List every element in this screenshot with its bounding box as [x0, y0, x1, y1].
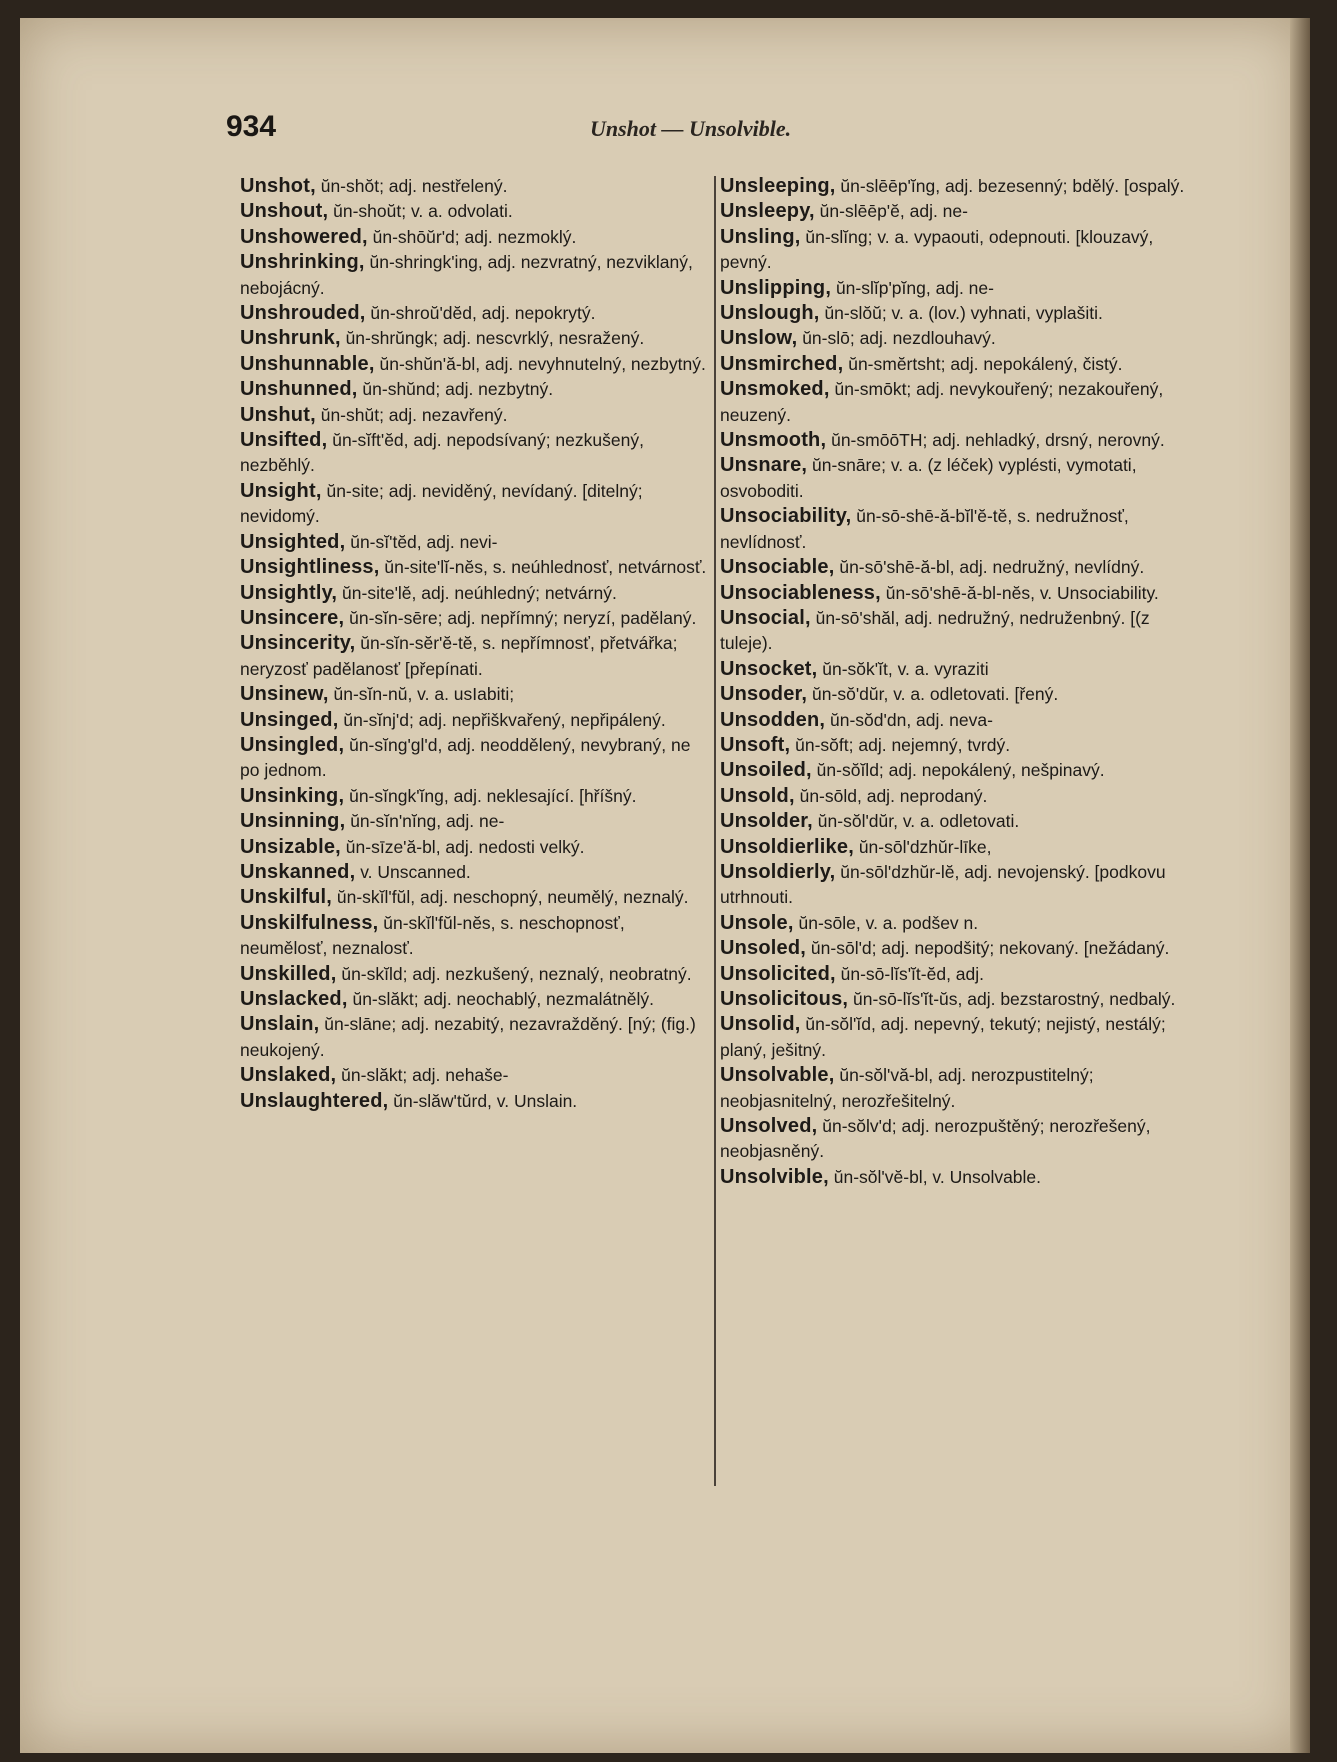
- entry-headword: Unsole,: [720, 911, 794, 934]
- entry-headword: Unsocial,: [720, 606, 811, 629]
- entry-headword: Unshrouded,: [240, 302, 366, 325]
- entry-headword: Unshrunk,: [240, 327, 341, 350]
- entry-headword: Unslain,: [240, 1013, 320, 1036]
- entry-headword: Unsincere,: [240, 606, 345, 629]
- entry-definition: ŭn-sŏ'dŭr, v. a. odletovati. [řený.: [807, 684, 1059, 705]
- entry-definition: ŭn-sŏl'dŭr, v. a. odletovati.: [812, 811, 1020, 832]
- entry-headword: Unsighted,: [240, 530, 346, 553]
- dictionary-entry: [240, 962, 710, 987]
- entry-headword: Unsightliness,: [240, 556, 380, 579]
- dictionary-entry: [240, 1063, 710, 1088]
- entry-definition: ŭn-sĭn-sĕr'ĕ-tĕ, s. nepřímnosť, přetvářka; neryzosť padělanosť [přepínati.: [240, 633, 678, 679]
- left-column: [240, 174, 710, 1114]
- entry-headword: Unsmirched,: [720, 352, 844, 375]
- entry-definition: ŭn-sō-lĭs'ĭt-ŭs, adj. bezstarostný, nedbalý.: [848, 989, 1176, 1009]
- dictionary-entry: [720, 352, 1190, 377]
- dictionary-entry: [240, 885, 710, 910]
- dictionary-entry: [720, 1114, 1190, 1165]
- entry-headword: Unslough,: [720, 302, 820, 325]
- entry-headword: Unsoled,: [720, 937, 807, 960]
- dictionary-entry: [720, 835, 1190, 860]
- entry-definition: ŭn-sŏl'vă-bl, adj. nerozpustitelný; neobjasnitelný, nerozřešitelný.: [720, 1065, 1094, 1111]
- entry-definition: ŭn-slō; adj. nezdlouhavý.: [797, 328, 996, 349]
- entry-headword: Unsoldierly,: [720, 860, 836, 883]
- entry-headword: Unsoldierlike,: [720, 835, 854, 858]
- entry-definition: ŭn-sĭft'ĕd, adj. nepodsívaný; nezkušený, nezběhlý.: [240, 430, 644, 476]
- dictionary-entry: [240, 835, 710, 860]
- entry-definition: ŭn-smōōTH; adj. nehladký, drsný, nerovný.: [826, 430, 1165, 451]
- dictionary-entry: [240, 530, 710, 555]
- entry-definition: ŭn-sō'shē-ă-bl, adj. nedružný, nevlídný.: [834, 557, 1145, 578]
- entry-headword: Unsolder,: [720, 810, 813, 833]
- dictionary-entry: [240, 1089, 710, 1114]
- entry-definition: ŭn-shoŭt; v. a. odvolati.: [328, 201, 513, 222]
- page-number: 934: [226, 110, 277, 143]
- entry-headword: Unsocket,: [720, 657, 818, 680]
- entry-headword: Unsolvable,: [720, 1064, 835, 1087]
- entry-headword: Unsnare,: [720, 454, 808, 477]
- dictionary-entry: [240, 428, 710, 479]
- dictionary-entry: [240, 809, 710, 834]
- entry-definition: ŭn-sŏlv'd; adj. nerozpuštěný; nerozřešený, neobjasněný.: [720, 1116, 1151, 1162]
- dictionary-entry: [720, 276, 1190, 301]
- entry-headword: Unskilled,: [240, 962, 337, 985]
- entry-headword: Unshowered,: [240, 225, 368, 248]
- entry-headword: Unskilfulness,: [240, 911, 379, 934]
- entry-definition: ŭn-skĭld; adj. nezkušený, neznalý, neobratný.: [336, 963, 692, 984]
- dictionary-entry: [240, 708, 710, 733]
- dictionary-entry: [240, 606, 710, 631]
- entry-definition: ŭn-site; adj. neviděný, nevídaný. [ditelný; nevidomý.: [240, 480, 643, 527]
- dictionary-entry: [240, 987, 710, 1012]
- running-head: Unshot — Unsolvible.: [590, 116, 792, 141]
- entry-headword: Unsolicited,: [720, 962, 836, 985]
- entry-definition: ŭn-site'lĭ-nĕs, s. neúhlednosť, netvárnosť.: [379, 557, 707, 578]
- dictionary-entry: [720, 606, 1190, 657]
- entry-definition: ŭn-sō'shăl, adj. nedružný, nedruženbný. [(z tuleje).: [720, 607, 1150, 654]
- dictionary-entry: [720, 377, 1190, 428]
- dictionary-entry: [720, 708, 1190, 733]
- entry-definition: ŭn-slăw'tŭrd, v. Unslain.: [388, 1090, 578, 1111]
- dictionary-entry: [720, 1012, 1190, 1063]
- dictionary-entry: [240, 377, 710, 402]
- dictionary-entry: [720, 987, 1190, 1012]
- entry-definition: ŭn-sĭn'nĭng, adj. ne-: [345, 811, 505, 832]
- dictionary-entry: [720, 199, 1190, 224]
- dictionary-entry: [240, 1012, 710, 1063]
- entry-definition: ŭn-slāne; adj. nezabitý, nezavražděný. [ný; (fig.) neukojený.: [240, 1014, 696, 1060]
- dictionary-entry: [720, 428, 1190, 453]
- entry-definition: ŭn-slŏŭ; v. a. (lov.) vyhnati, vyplašiti.: [819, 303, 1103, 324]
- entry-headword: Unshot,: [240, 175, 316, 197]
- entry-definition: ŭn-sō-shē-ă-bĭl'ĕ-tĕ, s. nedružnosť, nevlídnosť.: [720, 506, 1129, 552]
- entry-definition: ŭn-sŏl'vĕ-bl, v. Unsolvable.: [828, 1166, 1042, 1187]
- entry-definition: ŭn-sōle, v. a. podšev n.: [793, 912, 979, 933]
- entry-definition: ŭn-sĭn-nŭ, v. a. usIabiti;: [328, 684, 515, 705]
- entry-definition: ŭn-sĭnj'd; adj. nepřiškvařený, nepřipálený.: [338, 709, 666, 730]
- dictionary-entry: [720, 555, 1190, 580]
- dictionary-entry: [720, 962, 1190, 987]
- dictionary-entry: [720, 860, 1190, 911]
- entry-definition: ŭn-slĭng; v. a. vypaouti, odepnouti. [klouzavý, pevný.: [720, 226, 1154, 273]
- entry-definition: ŭn-sŏl'ĭd, adj. nepevný, tekutý; nejistý, nestálý; planý, ješitný.: [720, 1014, 1166, 1060]
- entry-definition: ŭn-sō-lĭs'ĭt-ĕd, adj.: [835, 963, 985, 984]
- entry-definition: ŭn-skĭl'fŭl, adj. neschopný, neumělý, neznalý.: [332, 887, 689, 908]
- dictionary-entry: [720, 301, 1190, 326]
- entry-headword: Unsolicitous,: [720, 988, 849, 1010]
- entry-headword: Unslaked,: [240, 1064, 337, 1087]
- entry-definition: ŭn-sŏĭld; adj. nepokálený, nešpinavý.: [811, 760, 1105, 781]
- dictionary-entry: [240, 555, 710, 580]
- entry-definition: ŭn-sō'shē-ă-bl-nĕs, v. Unsociability.: [880, 582, 1159, 603]
- entry-definition: ŭn-sōl'dzhŭr-līke,: [853, 836, 992, 857]
- entry-headword: Unsold,: [720, 784, 795, 807]
- entry-definition: ŭn-sĭ'tĕd, adj. nevi-: [345, 531, 498, 552]
- entry-headword: Unsoder,: [720, 683, 808, 706]
- entry-headword: Unsingled,: [240, 733, 345, 756]
- entry-definition: ŭn-slēēp'ĕ, adj. ne-: [814, 201, 968, 222]
- dictionary-entry: [240, 250, 710, 301]
- dictionary-entry: [720, 809, 1190, 834]
- dictionary-entry: [240, 225, 710, 250]
- entry-headword: Unsinking,: [240, 784, 345, 807]
- entry-headword: Unsinew,: [240, 683, 329, 706]
- entry-definition: ŭn-sĭng'gl'd, adj. neoddělený, nevybraný, ne po jednom.: [240, 734, 691, 781]
- right-column: [720, 174, 1190, 1190]
- page-header: [0, 110, 1337, 150]
- entry-headword: Unsmooth,: [720, 429, 827, 452]
- entry-headword: Unshunned,: [240, 378, 358, 401]
- entry-definition: ŭn-sōl'd; adj. nepodšitý; nekovaný. [nežádaný.: [806, 938, 1170, 959]
- entry-definition: ŭn-shŭt; adj. nezavřený.: [315, 404, 508, 425]
- dictionary-entry: [240, 682, 710, 707]
- entry-definition: v. Unscanned.: [355, 861, 471, 882]
- dictionary-entry: [720, 758, 1190, 783]
- entry-definition: ŭn-shrŭngk; adj. nescvrklý, nesražený.: [340, 328, 645, 349]
- dictionary-entry: [720, 1165, 1190, 1190]
- entry-headword: Unsinged,: [240, 708, 339, 731]
- entry-headword: Unsightly,: [240, 581, 338, 604]
- entry-headword: Unsleeping,: [720, 175, 836, 197]
- entry-definition: ŭn-shŏt; adj. nestřelený.: [315, 176, 508, 196]
- dictionary-entry: [240, 581, 710, 606]
- entry-definition: ŭn-sīze'ă-bl, adj. nedosti velký.: [340, 836, 585, 857]
- dictionary-entry: [720, 453, 1190, 504]
- dictionary-entry: [240, 479, 710, 530]
- entry-definition: ŭn-shringk'ing, adj. nezvratný, nezviklaný, nebojácný.: [240, 252, 693, 298]
- dictionary-entry: [720, 733, 1190, 758]
- entry-definition: ŭn-sĭn-sēre; adj. nepřímný; neryzí, padělaný.: [344, 607, 697, 628]
- dictionary-entry: [240, 352, 710, 377]
- entry-headword: Unshunnable,: [240, 352, 375, 375]
- dictionary-entry: [720, 682, 1190, 707]
- entry-headword: Unslaughtered,: [240, 1089, 389, 1112]
- entry-headword: Unsociableness,: [720, 581, 881, 604]
- dictionary-entry: [240, 174, 710, 199]
- entry-definition: ŭn-sŏd'dn, adj. neva-: [825, 709, 993, 730]
- entry-definition: ŭn-skĭl'fŭl-nĕs, s. neschopnosť, neumělosť, neznalosť.: [240, 912, 625, 959]
- page-edge: [1290, 18, 1310, 1753]
- entry-headword: Unslow,: [720, 327, 798, 350]
- dictionary-entry: [240, 733, 710, 784]
- entry-headword: Unsolid,: [720, 1013, 801, 1036]
- dictionary-entry: [240, 199, 710, 224]
- entry-definition: ŭn-smĕrtsht; adj. nepokálený, čistý.: [843, 353, 1123, 374]
- dictionary-entry: [720, 174, 1190, 199]
- entry-headword: Unsoiled,: [720, 759, 812, 782]
- entry-headword: Unsociable,: [720, 556, 835, 579]
- dictionary-entry: [720, 1063, 1190, 1114]
- dictionary-entry: [720, 504, 1190, 555]
- entry-definition: ŭn-slēēp'ĭng, adj. bezesenný; bdělý. [ospalý.: [835, 176, 1185, 196]
- entry-definition: ŭn-sĭngk'ĭng, adj. neklesající. [hříšný.: [344, 785, 637, 806]
- entry-headword: Unshout,: [240, 200, 329, 223]
- entry-definition: ŭn-shŭn'ă-bl, adj. nevyhnutelný, nezbytný.: [374, 353, 706, 374]
- entry-definition: ŭn-slăkt; adj. neochablý, nezmalátnělý.: [347, 989, 655, 1009]
- entry-definition: ŭn-slăkt; adj. nehaše-: [336, 1065, 509, 1086]
- entry-headword: Unsolved,: [720, 1115, 818, 1138]
- dictionary-entry: [720, 784, 1190, 809]
- entry-headword: Unsifted,: [240, 429, 328, 452]
- dictionary-entry: [720, 911, 1190, 936]
- dictionary-entry: [720, 225, 1190, 276]
- entry-definition: ŭn-slĭp'pĭng, adj. ne-: [831, 277, 994, 298]
- entry-definition: ŭn-sŏk'ĭt, v. a. vyraziti: [817, 658, 989, 679]
- dictionary-entry: [240, 326, 710, 351]
- entry-headword: Unshut,: [240, 403, 316, 426]
- entry-definition: ŭn-snāre; v. a. (z léček) vyplésti, vymotati, osvoboditi.: [720, 455, 1137, 501]
- entry-headword: Unsolvible,: [720, 1165, 829, 1188]
- dictionary-entry: [720, 936, 1190, 961]
- column-divider: [714, 176, 716, 1486]
- dictionary-entry: [720, 326, 1190, 351]
- entry-definition: ŭn-sōld, adj. neprodaný.: [794, 785, 988, 806]
- entry-definition: ŭn-site'lĕ, adj. neúhledný; netvárný.: [337, 582, 617, 603]
- entry-headword: Unsincerity,: [240, 632, 356, 655]
- entry-headword: Unsodden,: [720, 708, 826, 731]
- entry-headword: Unskilful,: [240, 886, 333, 909]
- dictionary-entry: [240, 631, 710, 682]
- dictionary-entry: [240, 911, 710, 962]
- dictionary-entry: [240, 784, 710, 809]
- entry-headword: Unsinning,: [240, 810, 346, 833]
- entry-definition: ŭn-sōl'dzhŭr-lĕ, adj. nevojenský. [podkovu utrhnouti.: [720, 861, 1166, 908]
- entry-headword: Unskanned,: [240, 860, 356, 883]
- entry-headword: Unsling,: [720, 225, 801, 248]
- entry-definition: ŭn-smōkt; adj. nevykouřený; nezakouřený, neuzený.: [720, 379, 1164, 425]
- entry-headword: Unsight,: [240, 479, 322, 502]
- entry-headword: Unslipping,: [720, 276, 832, 299]
- entry-headword: Unshrinking,: [240, 251, 365, 274]
- entry-definition: ŭn-shroŭ'dĕd, adj. nepokrytý.: [365, 303, 596, 324]
- dictionary-entry: [720, 581, 1190, 606]
- entry-headword: Unsleepy,: [720, 200, 815, 223]
- entry-headword: Unsizable,: [240, 835, 341, 858]
- dictionary-entry: [720, 657, 1190, 682]
- entry-headword: Unsociability,: [720, 505, 852, 528]
- entry-definition: ŭn-sŏft; adj. nejemný, tvrdý.: [790, 734, 1011, 755]
- entry-definition: ŭn-shōŭr'd; adj. nezmoklý.: [367, 226, 577, 247]
- entry-definition: ŭn-shŭnd; adj. nezbytný.: [357, 379, 554, 400]
- entry-headword: Unslacked,: [240, 988, 348, 1010]
- entry-headword: Unsoft,: [720, 733, 791, 756]
- dictionary-entry: [240, 301, 710, 326]
- entry-headword: Unsmoked,: [720, 378, 830, 401]
- dictionary-entry: [240, 860, 710, 885]
- dictionary-entry: [240, 403, 710, 428]
